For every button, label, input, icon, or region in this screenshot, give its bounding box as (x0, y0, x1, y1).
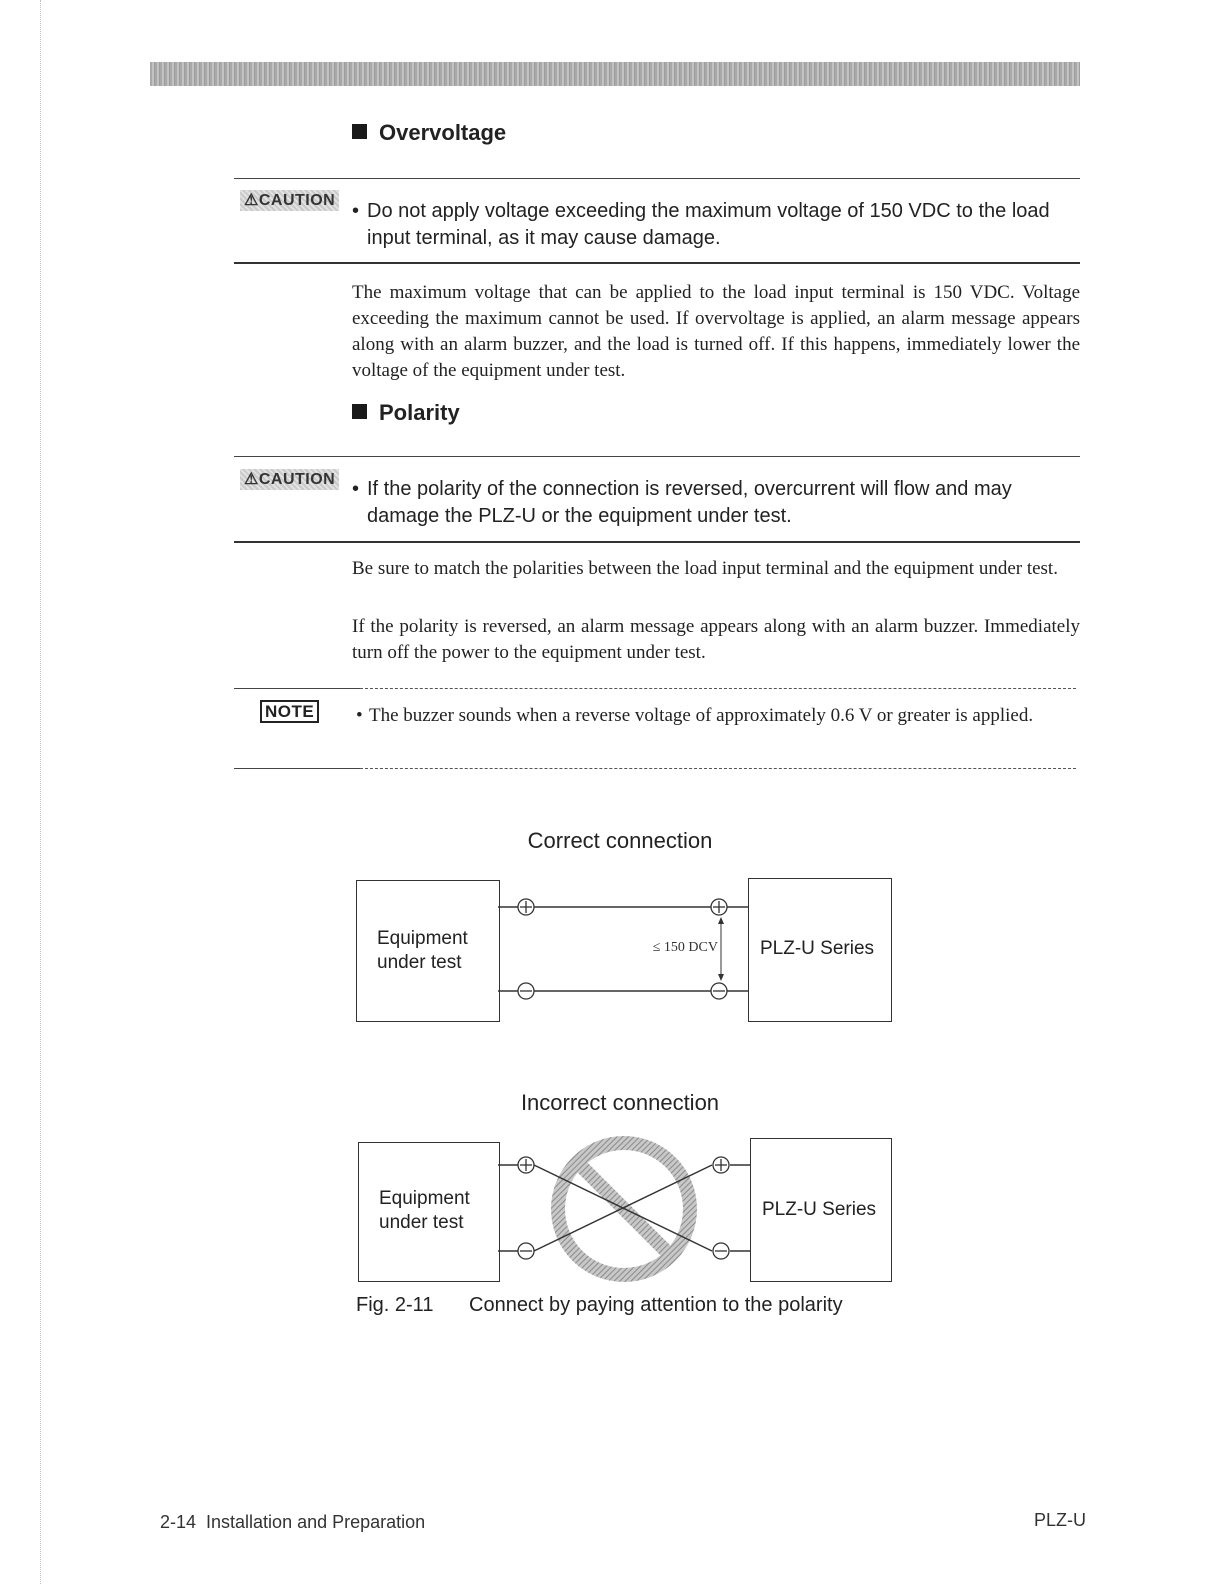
minus-terminal-icon (518, 1243, 534, 1259)
eut-box-correct (356, 880, 500, 1022)
eut-box-incorrect (358, 1142, 500, 1282)
note-bullet: • (356, 705, 363, 726)
figure-caption: Connect by paying attention to the polarity (469, 1294, 843, 1316)
overvoltage-heading: Overvoltage (352, 120, 506, 146)
footer-right: PLZ-U (1033, 1510, 1086, 1530)
note-text: The buzzer sounds when a reverse voltage of approximately 0.6 V or greater is applied. (369, 705, 1034, 726)
plz-box-correct (748, 878, 892, 1022)
polarity-heading: Polarity (352, 400, 460, 426)
note-top-rule-solid (234, 688, 360, 689)
eut-label: Equipment under test (379, 1188, 470, 1233)
caution-top-rule (234, 456, 1080, 457)
plus-terminal-icon (518, 1157, 534, 1173)
polarity-body-2: If the polarity is reversed, an alarm message appears along with an alarm buzzer. Immediately turn off the power to the equipment under test. (352, 616, 1080, 663)
caution-bottom-rule (234, 541, 1080, 543)
footer-left: 2-14 Installation and Preparation (160, 1512, 426, 1532)
figure-number: Fig. 2-11 (356, 1294, 434, 1316)
note-badge: NOTE (260, 702, 319, 722)
note-top-rule-dashed (360, 688, 1076, 689)
incorrect-wiring-diagram (498, 1125, 750, 1290)
note-bottom-rule-dashed (360, 768, 1076, 769)
caution-text-polarity: If the polarity of the connection is reversed, overcurrent will flow and may damage the PLZ-U or the equipment under test. (367, 478, 1012, 527)
polarity-body-1: Be sure to match the polarities between the load input terminal and the equipment under test. (352, 558, 1058, 579)
voltage-label: ≤ 150 DCV (652, 940, 718, 955)
caution-badge-overvoltage: ⚠CAUTION (240, 190, 339, 210)
warning-triangle-icon: ⚠ (244, 192, 259, 209)
note-bottom-rule-solid (234, 768, 360, 769)
eut-label: Equipment under test (377, 928, 468, 973)
page-margin-line (40, 0, 41, 1584)
plus-terminal-icon (518, 899, 534, 915)
heading-bullet-square (352, 404, 367, 419)
caution-bottom-rule (234, 262, 1080, 264)
incorrect-connection-title: Incorrect connection (520, 1090, 720, 1115)
minus-terminal-icon (711, 983, 727, 999)
voltage-arrow-icon (718, 917, 724, 981)
caution-text-overvoltage: Do not apply voltage exceeding the maximum voltage of 150 VDC to the load input terminal, as it may cause damage. (367, 200, 1050, 249)
caution-bullet: • (352, 478, 360, 500)
plz-label: PLZ-U Series (762, 1199, 877, 1220)
minus-terminal-icon (518, 983, 534, 999)
caution-top-rule (234, 178, 1080, 179)
heading-bullet-square (352, 124, 367, 139)
plus-terminal-icon (711, 899, 727, 915)
caution-badge-polarity: ⚠CAUTION (240, 469, 339, 489)
warning-triangle-icon: ⚠ (244, 471, 259, 488)
caution-bullet: • (352, 200, 360, 222)
plus-terminal-icon (713, 1157, 729, 1173)
overvoltage-body: The maximum voltage that can be applied to the load input terminal is 150 VDC. Voltage exceeding the maximum cannot be used. If overvoltage is applied, an alarm message appears along with an alarm buzzer, and the load is turned off. If this happens, immediately lower the voltage of the equipment under test. (352, 282, 1080, 381)
minus-terminal-icon (713, 1243, 729, 1259)
header-band (150, 62, 1080, 86)
plz-label: PLZ-U Series (760, 938, 875, 959)
correct-connection-title: Correct connection (527, 828, 713, 853)
plz-box-incorrect (750, 1138, 892, 1282)
